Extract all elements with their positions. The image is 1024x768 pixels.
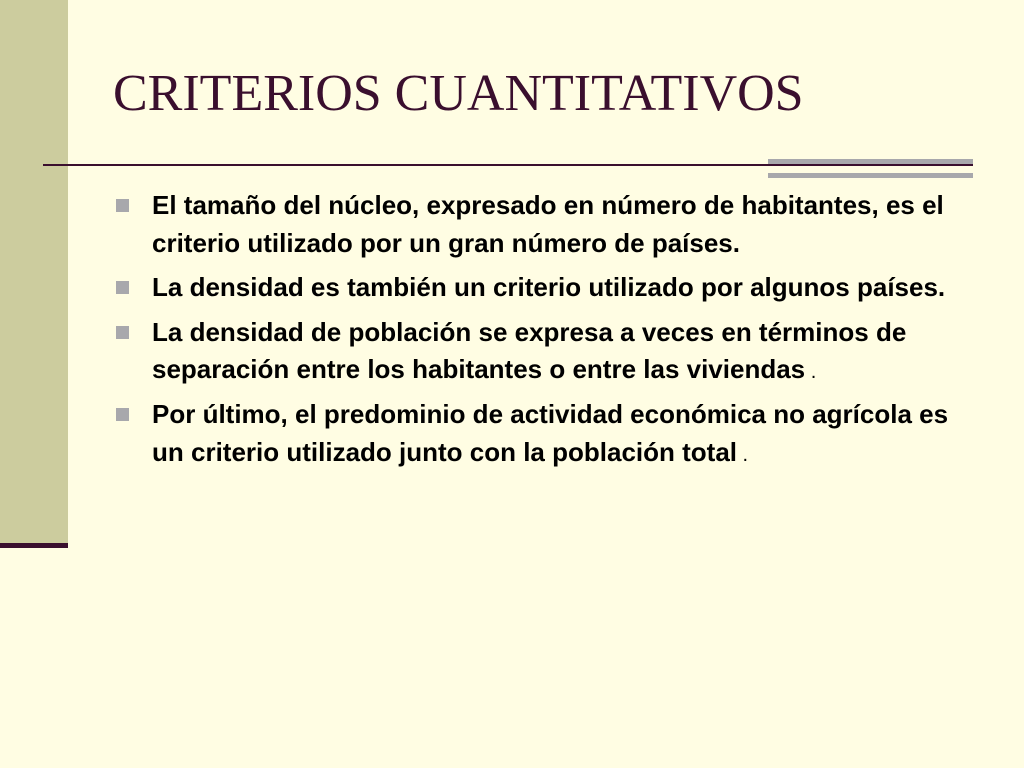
square-bullet-icon xyxy=(116,199,129,212)
bullet-text: La densidad de población se expresa a veces en términos de separación entre los habitantes o entre las viviendas xyxy=(152,316,907,385)
square-bullet-icon xyxy=(116,281,129,294)
bullet-item xyxy=(114,187,976,265)
accent-bar-bottom xyxy=(768,173,973,178)
square-bullet-icon xyxy=(116,408,129,421)
bullet-text: Por último, el predominio de actividad económica no agrícola es un criterio utilizado junto con la población total xyxy=(152,398,949,467)
title-underline-rule xyxy=(43,164,973,166)
side-decoration-band xyxy=(0,0,68,548)
bullet-item xyxy=(114,396,976,474)
bullet-suffix: . xyxy=(805,361,817,384)
bullet-text: El tamaño del núcleo, expresado en número de habitantes, es el criterio utilizado por un gran número de países. xyxy=(152,190,944,258)
slide-title: CRITERIOS CUANTITATIVOS xyxy=(113,65,804,122)
square-bullet-icon xyxy=(116,326,129,339)
accent-bar-top xyxy=(768,159,973,164)
bullet-list xyxy=(114,187,976,478)
bullet-item xyxy=(114,314,976,392)
side-decoration-rule xyxy=(0,543,68,548)
bullet-suffix: . xyxy=(737,443,749,466)
bullet-item xyxy=(114,269,976,310)
bullet-text: La densidad es también un criterio utilizado por algunos países. xyxy=(152,272,946,303)
